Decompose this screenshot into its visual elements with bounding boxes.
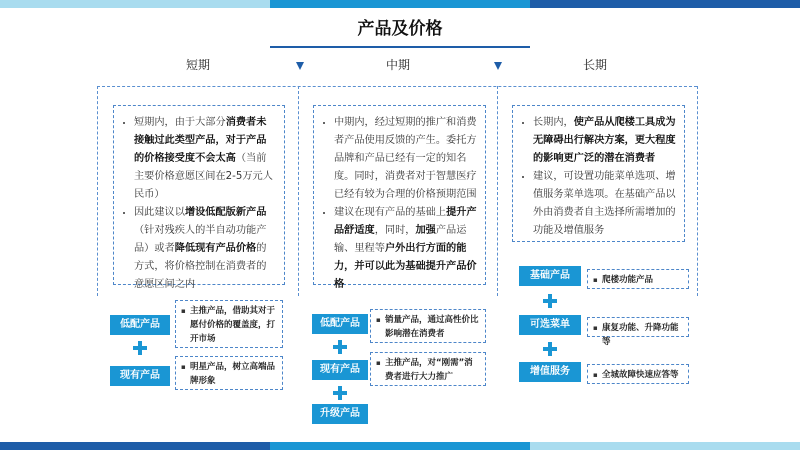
plus-icon xyxy=(333,340,347,354)
timeline-dashed-line xyxy=(97,86,697,87)
short-bullet-1: • 短期内，由于大部分消费者未接触过此类型产品，对于产品的价格接受度不会太高（当前主要价格意愿区间在2-5万元人民币） xyxy=(134,114,276,204)
mid-bullet-2: • 建议在现有产品的基础上提升产品舒适度，同时，加强产品运输、里程等户外出行方面的能力，并可以此为基础提升产品价格 xyxy=(334,204,477,294)
bottom-bar-light xyxy=(530,442,800,450)
plus-icon xyxy=(543,294,557,308)
timeline-marker-1 xyxy=(296,62,304,70)
top-bar-light xyxy=(0,0,270,8)
top-bar-mid xyxy=(270,0,530,8)
frame-left-dashed xyxy=(97,86,98,296)
plus-icon xyxy=(543,342,557,356)
mid-tag-upgrade: 升级产品 xyxy=(312,404,368,424)
long-note-1: ▪ 爬楼功能产品 xyxy=(587,269,689,289)
plus-icon xyxy=(133,341,147,355)
timeline-marker-2 xyxy=(494,62,502,70)
mid-tag-existing: 现有产品 xyxy=(312,360,368,380)
mid-term-box xyxy=(313,105,486,290)
title-underline xyxy=(270,46,530,48)
divider-2-dashed xyxy=(497,86,498,296)
bottom-bar-mid xyxy=(270,442,530,450)
long-note-3: ▪ 全城故障快速应答等 xyxy=(587,364,689,384)
mid-note-1: ▪ 销量产品，通过高性价比影响潜在消费者 xyxy=(370,309,486,343)
short-note-2: ▪ 明星产品，树立高端品牌形象 xyxy=(175,356,283,390)
short-tag-low-config: 低配产品 xyxy=(110,315,170,335)
period-mid-label: 中期 xyxy=(385,58,410,72)
long-tag-optional: 可选菜单 xyxy=(519,315,581,335)
divider-1-dashed xyxy=(298,86,299,296)
short-tag-existing: 现有产品 xyxy=(110,366,170,386)
long-note-2: ▪ 康复功能、升降功能等 xyxy=(587,317,689,337)
bottom-bar-dark xyxy=(0,442,270,450)
mid-note-2: ▪ 主推产品，对“刚需”消费者进行大力推广 xyxy=(370,352,486,386)
short-bullet-2: • 因此建议以增设低配版新产品（针对残疾人的半自动功能产品）或者降低现有产品价格的方式，将价格控制在消费者的意愿区间之内 xyxy=(134,204,276,294)
mid-bullet-1: • 中期内，经过短期的推广和消费者产品使用反馈的产生。委托方品牌和产品已经有一定的知名度。同时，消费者对于智慧医疗已经有较为合理的价格预期范围 xyxy=(334,114,477,204)
plus-icon xyxy=(333,386,347,400)
long-bullet-1: • 长期内，使产品从爬楼工具成为无障碍出行解决方案，更大程度的影响更广泛的潜在消费者 xyxy=(533,114,676,168)
period-long-label: 长期 xyxy=(582,58,607,72)
long-term-box xyxy=(512,105,685,242)
top-bar-dark xyxy=(530,0,800,8)
mid-tag-low-config: 低配产品 xyxy=(312,314,368,334)
period-short-label: 短期 xyxy=(185,58,210,72)
long-tag-basic: 基础产品 xyxy=(519,266,581,286)
long-bullet-2: • 建议，可设置功能菜单选项、增值服务菜单选项。在基础产品以外由消费者自主选择所需增加的功能及增值服务 xyxy=(533,168,676,240)
short-term-box xyxy=(113,105,285,290)
frame-right-dashed xyxy=(697,86,698,296)
short-note-1: ▪ 主推产品，借助其对于愿付价格的覆盖度，打开市场 xyxy=(175,300,283,348)
long-tag-value-added: 增值服务 xyxy=(519,362,581,382)
page-title: 产品及价格 xyxy=(357,19,443,39)
